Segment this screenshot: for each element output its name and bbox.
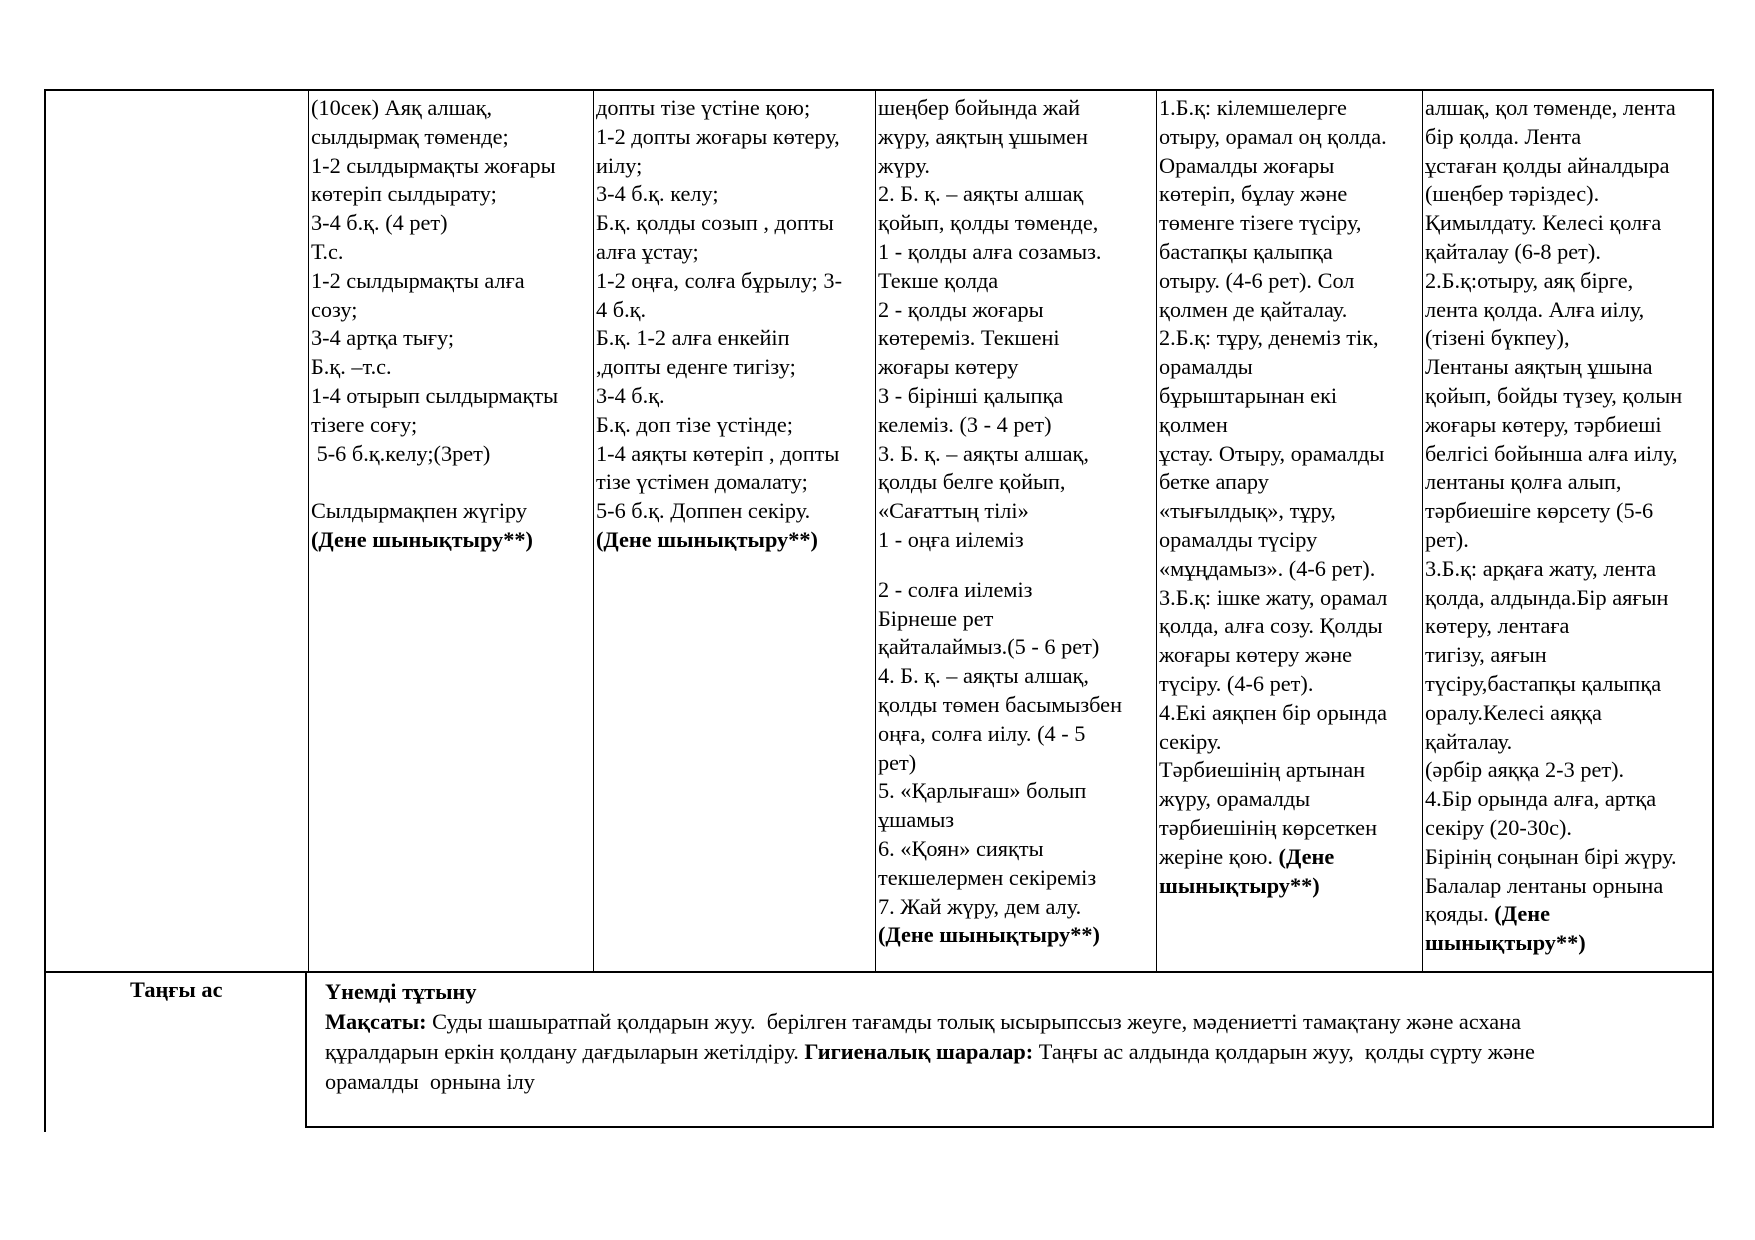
cell-text-line [1425, 843, 1714, 872]
cell-text: (Дене шынықтыру**) [596, 526, 818, 552]
cell-text-line [1425, 929, 1714, 958]
cell-text: қолды белге қойып, [878, 469, 1066, 495]
cell-text: (шеңбер тәріздес). [1425, 181, 1600, 207]
goal-text-1: Суды шашыратпай қолдарын жуу. берілген тағамды толық ысырыпссыз жеуге, мәдениетті тамақтану және асхана [426, 1009, 1521, 1034]
cell-text-line [1159, 584, 1422, 613]
cell-text-line [311, 468, 593, 497]
cell-text: 2 - солға иілеміз [878, 576, 1033, 602]
cell-text-line [878, 238, 1156, 267]
cell-text: тигізу, аяғын [1425, 642, 1547, 668]
cell-text: көтеріп сылдырату; [311, 181, 497, 207]
cell-text-line [1425, 382, 1714, 411]
cell-text: Тәрбиешінің артынан [1159, 757, 1366, 783]
cell-text: 2.Б.қ: тұру, денеміз тік, [1159, 325, 1379, 351]
cell-text: 1-2 допты жоғары көтеру, [596, 123, 840, 149]
cell-text: Б.қ. –т.с. [311, 354, 392, 380]
cell-text-line [1159, 180, 1422, 209]
cell-text-line [1425, 900, 1714, 929]
cell-text: созу; [311, 296, 358, 322]
cell-text: 3.Б.қ: арқаға жату, лента [1425, 555, 1657, 581]
cell-text-line [1425, 497, 1714, 526]
cell-text: секіру. [1159, 728, 1222, 754]
cell-text-line [878, 411, 1156, 440]
cell-text-line [1159, 209, 1422, 238]
cell-text-line [878, 152, 1156, 181]
cell-text: қайталау (6-8 рет). [1425, 238, 1601, 264]
cell-text: лента қолда. Алға иілу, [1425, 296, 1645, 322]
cell-text: тәрбиешінің көрсеткен [1159, 814, 1378, 840]
cell-text-line [878, 633, 1156, 662]
cell-text-line [1159, 296, 1422, 325]
cell-text: орамалды түсіру [1159, 526, 1318, 552]
cell-text-line [596, 324, 875, 353]
cell-text-line [1425, 209, 1714, 238]
cell-text-line [878, 835, 1156, 864]
cell-text-line [596, 526, 875, 555]
cell-text-line [878, 497, 1156, 526]
cell-text-line [596, 123, 875, 152]
cell-text: қолды төмен басымызбен [878, 691, 1123, 717]
cell-text-line [311, 94, 593, 123]
cell-text: отыру. (4-6 рет). Сол [1159, 267, 1355, 293]
cell-text-line [878, 691, 1156, 720]
cell-text-line [311, 411, 593, 440]
cell-text: 5-6 б.қ.келу;(3рет) [311, 440, 491, 466]
cell-text-line [1425, 267, 1714, 296]
cell-text-line [311, 497, 593, 526]
cell-text-line [1159, 497, 1422, 526]
cell-text: рет). [1425, 526, 1469, 552]
cell-text-line [1425, 699, 1714, 728]
cell-text-line [1159, 843, 1422, 872]
cell-text-line [1425, 584, 1714, 613]
cell-text-line [1159, 814, 1422, 843]
cell-text: иілу; [596, 152, 643, 178]
cell-text: қолмен [1159, 411, 1228, 437]
cell-text: Қимылдату. Келесі қолға [1425, 210, 1662, 236]
cell-text: (Дене шынықтыру**) [311, 526, 533, 552]
cell-text: жеріне қою. [1159, 843, 1279, 869]
cell-text: Сылдырмақпен жүгіру [311, 498, 528, 524]
cell-text: лентаны қолға алып, [1425, 469, 1622, 495]
cell-text: 5-6 б.қ. Доппен секіру. [596, 498, 811, 524]
cell-text: 2. Б. қ. – аяқты алшақ [878, 181, 1084, 207]
cell-text: жүру, аяқтың ұшымен [878, 123, 1088, 149]
cell-text: (әрбір аяққа 2-3 рет). [1425, 757, 1625, 783]
cell-text-line [878, 864, 1156, 893]
hygiene-label: Гигиеналық шаралар: [804, 1039, 1034, 1064]
cell-text-line [1425, 353, 1714, 382]
cell-text: шынықтыру**) [1425, 930, 1586, 956]
cell-text: тізеге соғу; [311, 411, 418, 437]
cell-text-line [596, 411, 875, 440]
cell-text: ,допты еденге тигізу; [596, 354, 796, 380]
cell-text: төменге тізеге түсіру, [1159, 210, 1362, 236]
cell-text: тәрбиешіге көрсету (5-6 [1425, 498, 1654, 524]
cell-text: «Сағаттың тілі» [878, 498, 1029, 524]
cell-text: көтереміз. Текшені [878, 325, 1060, 351]
cell-text: жүру, орамалды [1159, 786, 1311, 812]
cell-text-line [1159, 411, 1422, 440]
cell-text: бір қолда. Лента [1425, 123, 1582, 149]
cell-text-line [1159, 94, 1422, 123]
breakfast-title: Таңғы ас [130, 977, 223, 1002]
goal-label: Мақсаты: [325, 1009, 427, 1034]
cell-text: 3.Б.қ: ішке жату, орамал [1159, 584, 1388, 610]
cell-text-line [878, 777, 1156, 806]
cell-text: жүру. [878, 152, 930, 178]
cell-text-line [1425, 526, 1714, 555]
cell-text: 1 - қолды алға созамыз. [878, 238, 1102, 264]
cell-text-line [311, 123, 593, 152]
cell-text-line [1159, 555, 1422, 584]
cell-text: алшақ, қол төменде, лента [1425, 95, 1676, 120]
cell-text-line [596, 238, 875, 267]
breakfast-heading: Үнемді тұтыну [325, 979, 477, 1004]
cell-text: Текше қолда [878, 267, 999, 293]
cell-text: ұстау. Отыру, орамалды [1159, 440, 1385, 466]
cell-text-line [596, 382, 875, 411]
cell-text-line [1425, 180, 1714, 209]
cell-text: 3. Б. қ. – аяқты алшақ, [878, 440, 1089, 466]
goal-text-2: құралдарын еркін қолдану дағдыларын жетілдіру. [325, 1039, 805, 1064]
cell-text: 1-2 сылдырмақты жоғары [311, 152, 556, 178]
cell-text-line [1159, 670, 1422, 699]
cell-text-line [1425, 641, 1714, 670]
cell-text: 1-4 аяқты көтеріп , допты [596, 440, 840, 466]
cell-text: 4.Бір орында алға, артқа [1425, 786, 1657, 812]
cell-text-line [596, 468, 875, 497]
cell-text: бетке апару [1159, 469, 1269, 495]
cell-text-line [311, 180, 593, 209]
exercise-cell-5 [1422, 91, 1714, 971]
cell-text-line [311, 296, 593, 325]
breakfast-content-cell [305, 973, 1714, 1128]
cell-text-line [311, 353, 593, 382]
cell-text: алға ұстау; [596, 238, 699, 264]
goal-line-1 [325, 1007, 1712, 1037]
cell-text: қолда, алға созу. Қолды [1159, 613, 1383, 639]
goal-line-3: орамалды орнына ілу [325, 1069, 535, 1094]
cell-text: келеміз. (3 - 4 рет) [878, 411, 1052, 437]
cell-text-line [1159, 872, 1422, 901]
cell-text: 6. «Қоян» сияқты [878, 835, 1044, 861]
cell-text-line [311, 152, 593, 181]
exercise-cell-1 [308, 91, 593, 971]
cell-text: 3-4 б.қ. келу; [596, 181, 719, 207]
exercise-cell-4 [1156, 91, 1422, 971]
cell-text: «мұңдамыз». (4-6 рет). [1159, 555, 1376, 581]
cell-text-line [1425, 756, 1714, 785]
cell-text: оңға, солға иілу. (4 - 5 [878, 720, 1086, 746]
cell-text: қайталау. [1425, 728, 1513, 754]
cell-text: 5. «Қарлығаш» болып [878, 778, 1087, 804]
cell-text: допты тізе үстіне қою; [596, 95, 811, 120]
cell-text-line [1425, 728, 1714, 757]
cell-text-line [1159, 440, 1422, 469]
cell-text-line [1159, 382, 1422, 411]
cell-text-line [878, 267, 1156, 296]
cell-text-line [1159, 785, 1422, 814]
cell-text-line [878, 921, 1156, 950]
cell-text: 4 б.қ. [596, 296, 647, 322]
cell-text-line [1425, 814, 1714, 843]
cell-text-line [1159, 728, 1422, 757]
cell-text-line [878, 576, 1156, 605]
exercise-table-row [44, 89, 1714, 971]
cell-text: 4. Б. қ. – аяқты алшақ, [878, 663, 1089, 689]
hygiene-text: Таңғы ас алдында қолдарын жуу, қолды сүрту және [1033, 1039, 1535, 1064]
cell-text: Б.қ. доп тізе үстінде; [596, 411, 793, 437]
exercise-cell-3 [875, 91, 1156, 971]
cell-text-line [311, 324, 593, 353]
cell-text: Б.қ. 1-2 алға енкейіп [596, 325, 790, 351]
cell-text-line [596, 180, 875, 209]
cell-text: оралу.Келесі аяққа [1425, 699, 1602, 725]
cell-text-line [311, 267, 593, 296]
cell-text: 1-2 оңға, солға бұрылу; 3- [596, 267, 843, 293]
cell-text-line [1159, 238, 1422, 267]
cell-text-line [596, 209, 875, 238]
cell-text: түсіру. (4-6 рет). [1159, 670, 1314, 696]
breakfast-label-cell [44, 973, 305, 1132]
cell-text-line [1425, 94, 1714, 123]
cell-text-line [1425, 411, 1714, 440]
cell-text: «тығылдық», тұру, [1159, 498, 1336, 524]
cell-text-line [1425, 785, 1714, 814]
cell-text: отыру, орамал оң қолда. [1159, 123, 1387, 149]
cell-text: тізе үстімен домалату; [596, 469, 808, 495]
cell-text: 2.Б.қ:отыру, аяқ бірге, [1425, 267, 1634, 293]
cell-text-line [1425, 872, 1714, 901]
cell-text-line [311, 440, 593, 469]
cell-text: қайталаймыз.(5 - 6 рет) [878, 634, 1100, 660]
cell-text-line [878, 353, 1156, 382]
cell-text-line [1425, 152, 1714, 181]
cell-text-line [878, 209, 1156, 238]
cell-text-line [311, 238, 593, 267]
cell-text: қойып, бойды түзеу, қолын [1425, 382, 1683, 408]
cell-text-line [878, 720, 1156, 749]
cell-text-line [878, 662, 1156, 691]
cell-text-line [878, 296, 1156, 325]
cell-text: Бірінің соңынан бірі жүру. [1425, 843, 1677, 869]
cell-text-line [311, 526, 593, 555]
cell-text-line [878, 893, 1156, 922]
exercise-cell-2 [593, 91, 875, 971]
cell-text: 1-2 сылдырмақты алға [311, 267, 525, 293]
cell-text: жоғары көтеру [878, 354, 1019, 380]
cell-text-line [878, 324, 1156, 353]
cell-text-line [1159, 612, 1422, 641]
cell-text-line [311, 209, 593, 238]
cell-text: рет) [878, 749, 917, 775]
cell-text: текшелермен секіреміз [878, 864, 1097, 890]
cell-text: Орамалды жоғары [1159, 152, 1335, 178]
cell-text-line [311, 382, 593, 411]
cell-text-line [1425, 440, 1714, 469]
cell-text-line [1425, 468, 1714, 497]
cell-text-line [1159, 152, 1422, 181]
cell-text: түсіру,бастапқы қалыпқа [1425, 670, 1662, 696]
cell-text: шынықтыру**) [1159, 872, 1320, 898]
cell-text-line [1159, 468, 1422, 497]
cell-text-line [596, 296, 875, 325]
cell-text: қояды. [1425, 901, 1495, 927]
cell-text-line [878, 180, 1156, 209]
cell-text: 4.Екі аяқпен бір орында [1159, 699, 1387, 725]
cell-text-line [596, 353, 875, 382]
cell-text: көтеріп, бұлау және [1159, 181, 1348, 207]
cell-text: қолда, алдында.Бір аяғын [1425, 584, 1669, 610]
cell-text: сылдырмақ төменде; [311, 123, 509, 149]
cell-text: ұстаған қолды айналдыра [1425, 152, 1670, 178]
cell-text-line [1425, 555, 1714, 584]
cell-text-line [596, 267, 875, 296]
cell-text-line [596, 152, 875, 181]
cell-text: 3-4 б.қ. (4 рет) [311, 210, 448, 236]
cell-text-line [878, 123, 1156, 152]
cell-text: (тізені бүкпеу), [1425, 325, 1570, 351]
cell-text-line [878, 94, 1156, 123]
cell-text: белгісі бойынша алға иілу, [1425, 440, 1678, 466]
cell-text-line [1159, 756, 1422, 785]
cell-text: көтеру, лентаға [1425, 613, 1570, 639]
goal-line-2 [325, 1037, 1712, 1067]
cell-text-line [1425, 123, 1714, 152]
cell-text: (Дене шынықтыру**) [878, 922, 1100, 948]
cell-text-bold: (Дене [1278, 843, 1335, 869]
cell-text-bold: (Дене [1494, 901, 1550, 927]
cell-text-line [596, 497, 875, 526]
cell-text: Бірнеше рет [878, 605, 994, 631]
cell-text: секіру (20-30с). [1425, 814, 1573, 840]
cell-text: Т.с. [311, 238, 344, 264]
cell-text: 7. Жай жүру, дем алу. [878, 893, 1082, 919]
cell-text: қолмен де қайталау. [1159, 296, 1348, 322]
cell-text-line [1425, 612, 1714, 641]
cell-text: Балалар лентаны орнына [1425, 872, 1664, 898]
cell-text: Лентаны аяқтың ұшына [1425, 354, 1653, 380]
cell-text-line [1159, 699, 1422, 728]
cell-text: орамалды [1159, 354, 1253, 380]
cell-text: қойып, қолды төменде, [878, 210, 1099, 236]
cell-text-line [596, 94, 875, 123]
cell-text: ұшамыз [878, 807, 955, 833]
cell-text-line [878, 555, 1156, 576]
cell-text-line [1159, 324, 1422, 353]
cell-text: шеңбер бойында жай [878, 95, 1081, 120]
cell-text: Б.қ. қолды созып , допты [596, 210, 834, 236]
cell-text-line [878, 526, 1156, 555]
cell-text: (10сек) Аяқ алшақ, [311, 95, 493, 120]
breakfast-row [44, 971, 1714, 1130]
cell-text: 1.Б.қ: кілемшелерге [1159, 95, 1347, 120]
cell-text-line [1425, 324, 1714, 353]
cell-text: 3 - бірінші қалыпқа [878, 382, 1064, 408]
cell-text-line [1425, 296, 1714, 325]
cell-text-line [1159, 641, 1422, 670]
cell-text-line [878, 440, 1156, 469]
cell-text: 2 - қолды жоғары [878, 296, 1044, 322]
cell-text-line [1159, 123, 1422, 152]
cell-text: 1-4 отырып сылдырмақты [311, 382, 559, 408]
cell-text: жоғары көтеру және [1159, 642, 1353, 668]
cell-text-line [878, 468, 1156, 497]
cell-text-line [1425, 238, 1714, 267]
cell-text-line [1159, 353, 1422, 382]
cell-text-line [878, 382, 1156, 411]
cell-text: 1 - оңға иілеміз [878, 526, 1024, 552]
cell-text: жоғары көтеру, тәрбиеші [1425, 411, 1662, 437]
cell-text: 3-4 артқа тығу; [311, 325, 455, 351]
cell-text-line [878, 749, 1156, 778]
cell-text-line [1159, 267, 1422, 296]
cell-text-line [1425, 670, 1714, 699]
cell-text-line [878, 806, 1156, 835]
cell-text-line [1159, 526, 1422, 555]
cell-text-line [878, 605, 1156, 634]
cell-text: 3-4 б.қ. [596, 382, 665, 408]
row-label-cell [46, 91, 308, 971]
cell-text-line [596, 440, 875, 469]
cell-text: бастапқы қалыпқа [1159, 238, 1333, 264]
cell-text: бұрыштарынан екі [1159, 382, 1338, 408]
